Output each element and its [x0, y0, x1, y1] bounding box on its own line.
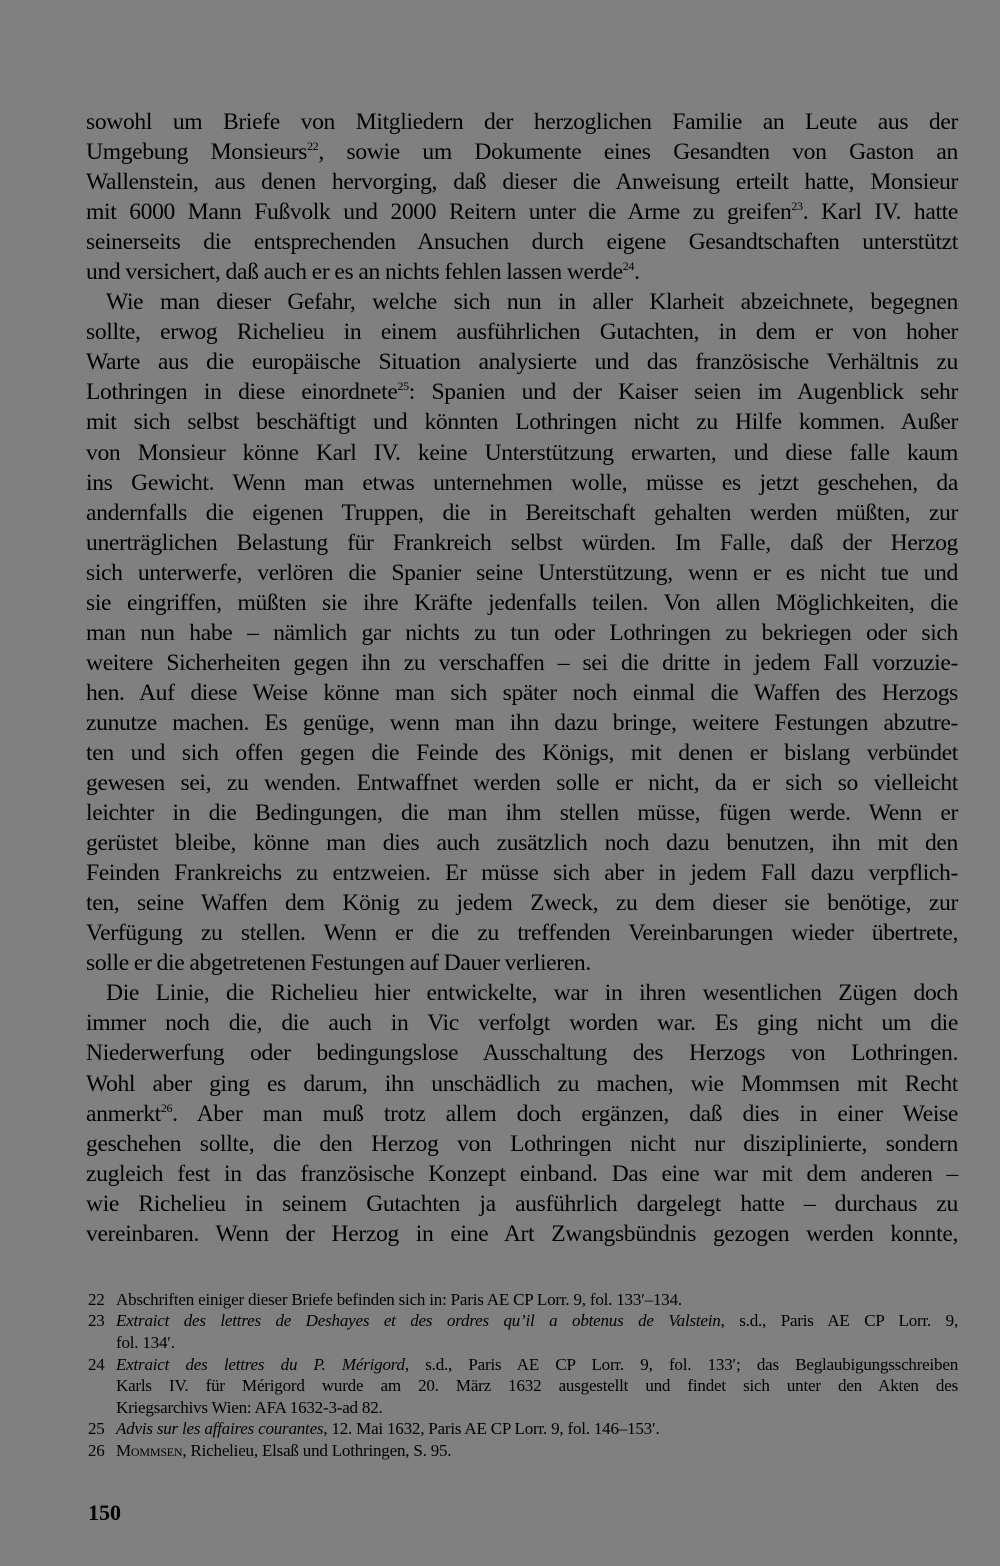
- text-line: Wallenstein, aus denen hervorging, daß dieser die Anweisung erteilt hatte, Monsieur: [86, 169, 958, 196]
- page-number: 150: [88, 1499, 121, 1525]
- text-line: sowohl um Briefe von Mitgliedern der herzoglichen Familie an Leute aus der: [86, 109, 958, 135]
- text-fragment: , sowie um Dokumente eines Gesandten von Gaston an: [318, 139, 959, 166]
- text-line: [86, 1099, 958, 1129]
- footnote-ref-22[interactable]: 22: [307, 139, 319, 154]
- text-line: immer noch die, die auch in Vic verfolgt worden war. Es ging nicht um die: [86, 1010, 958, 1037]
- text-line: ins Gewicht. Wenn man etwas unternehmen wolle, müsse es jetzt geschehen, da: [86, 469, 958, 496]
- footnote-title: Extraict des lettres du P. Mérigord: [116, 1354, 405, 1374]
- text-line: unerträglichen Belastung für Frankreich selbst würden. Im Falle, daß der Herzog: [86, 529, 958, 556]
- text-fragment: Lothringen in diese einordnete: [86, 379, 398, 406]
- text-line: [86, 197, 958, 227]
- main-text: [86, 107, 958, 1249]
- text-line: andernfalls die eigenen Truppen, die in Bereitschaft gehalten werden müßten, zur: [86, 499, 958, 526]
- footnote-number: 26: [88, 1440, 105, 1460]
- footnote-number: 25: [88, 1419, 105, 1439]
- text-line: seinerseits die entsprechenden Ansuchen durch eigene Gesandtschaften unterstützt: [86, 229, 958, 256]
- text-fragment: . Karl IV. hatte: [802, 199, 958, 226]
- footnote-text: , 12. Mai 1632, Paris AE CP Lorr. 9, fol. 146–153′.: [323, 1419, 660, 1439]
- text-fragment: anmerkt: [86, 1100, 161, 1127]
- text-line: Niederwerfung oder bedingungslose Ausschaltung des Herzogs von Lothringen.: [86, 1040, 958, 1067]
- text-fragment: Umgebung Monsieurs: [86, 139, 308, 166]
- footnote-number: 22: [88, 1289, 105, 1309]
- footnote-author: Mommsen: [116, 1440, 183, 1460]
- text-line: Verfügung zu stellen. Wenn er die zu treffenden Vereinbarungen wieder übertrete,: [86, 920, 958, 947]
- text-line: sich unterwerfe, verlören die Spanier seine Unterstützung, wenn er es nicht tue und: [86, 559, 958, 586]
- footnote-title: Advis sur les affaires courantes: [116, 1419, 324, 1439]
- text-line: solle er die abgetretenen Festungen auf Dauer verlieren.: [86, 950, 591, 977]
- footnote-23-continued: fol. 134′.: [116, 1332, 175, 1352]
- text-line: sie eingriffen, müßten sie ihre Kräfte jedenfalls teilen. Von allen Möglichkeiten, die: [86, 589, 958, 616]
- footnote-25: [88, 1418, 958, 1440]
- text-line: weitere Sicherheiten gegen ihn zu verschaffen – sei die dritte in jedem Fall vorzuzie-: [86, 649, 958, 676]
- text-line: ten und sich offen gegen die Feinde des Königs, mit denen er bislang verbündet: [86, 739, 958, 766]
- footnote-24-continued: Kriegsarchivs Wien: AFA 1632-3-ad 82.: [116, 1397, 383, 1417]
- footnote-title: Extraict des lettres de Deshayes et des ordres qu’il a obtenus de Valstein: [116, 1311, 721, 1331]
- footnote-ref-25[interactable]: 25: [397, 379, 409, 394]
- footnotes: [88, 1289, 958, 1462]
- footnote-text: , s.d., Paris AE CP Lorr. 9, fol. 133′; das Beglaubigungsschreiben: [404, 1354, 958, 1374]
- footnote-ref-26[interactable]: 26: [160, 1100, 173, 1115]
- text-line: gerüstet bleibe, könne man dies auch zusätzlich noch dazu benutzen, ihn mit den: [86, 830, 958, 857]
- text-fragment: . Aber man muß trotz allem doch ergänzen, daß dies in einer Weise: [172, 1100, 958, 1127]
- text-line: zugleich fest in das französische Konzept einband. Das eine war mit dem anderen –: [86, 1160, 958, 1187]
- footnote-ref-24[interactable]: 24: [622, 259, 635, 274]
- text-line: Die Linie, die Richelieu hier entwickelte, war in ihren wesentlichen Zügen doch: [106, 980, 958, 1007]
- text-line: man nun habe – nämlich gar nichts zu tun oder Lothringen zu bekriegen oder sich: [86, 619, 958, 646]
- text-line: vereinbaren. Wenn der Herzog in eine Art Zwangsbündnis gezogen werden konnte,: [86, 1220, 958, 1247]
- footnote-22: [88, 1289, 958, 1311]
- footnote-23: [88, 1310, 958, 1332]
- text-line: ten, seine Waffen dem König zu jedem Zweck, zu dem dieser sie benötige, zur: [86, 890, 958, 917]
- text-fragment: .: [634, 259, 640, 286]
- footnote-ref-23[interactable]: 23: [791, 199, 803, 214]
- text-line: geschehen sollte, die den Herzog von Lothringen nicht nur disziplinierte, sondern: [86, 1130, 958, 1157]
- text-fragment: : Spanien und der Kaiser seien im Augenblick sehr: [408, 379, 958, 406]
- text-line: zunutze machen. Es genüge, wenn man ihn dazu bringe, weitere Festungen abzutre-: [86, 709, 958, 736]
- text-line: Warte aus die europäische Situation analysierte und das französische Verhältnis zu: [86, 349, 958, 376]
- footnote-26: [88, 1440, 958, 1462]
- text-line: hen. Auf diese Weise könne man sich später noch einmal die Waffen des Herzogs: [86, 679, 958, 706]
- text-fragment: und versichert, daß auch er es an nichts fehlen lassen werde: [86, 259, 623, 286]
- text-line: mit sich selbst beschäftigt und könnten Lothringen nicht zu Hilfe kommen. Außer: [86, 409, 958, 436]
- text-line: [86, 377, 958, 407]
- text-line: [86, 137, 958, 167]
- text-fragment: mit 6000 Mann Fußvolk und 2000 Reitern unter die Arme zu greifen: [86, 199, 792, 226]
- text-line: von Monsieur könne Karl IV. keine Unterstützung erwarten, und diese falle kaum: [86, 439, 958, 466]
- text-line: Wohl aber ging es darum, ihn unschädlich zu machen, wie Mommsen mit Recht: [86, 1070, 958, 1097]
- footnote-text: , Richelieu, Elsaß und Lothringen, S. 95.: [182, 1440, 452, 1460]
- footnote-24-continued: Karls IV. für Mérigord wurde am 20. März 1632 ausgestellt und findet sich unter den Akten des: [116, 1376, 958, 1396]
- footnote-text: , s.d., Paris AE CP Lorr. 9,: [720, 1311, 959, 1331]
- footnote-text: Abschriften einiger dieser Briefe befinden sich in: Paris AE CP Lorr. 9, fol. 133′–134.: [116, 1289, 682, 1309]
- text-line: [86, 257, 958, 287]
- text-line: wie Richelieu in seinem Gutachten ja ausführlich dargelegt hatte – durchaus zu: [86, 1190, 958, 1217]
- text-line: Feinden Frankreichs zu entzweien. Er müsse sich aber in jedem Fall dazu verpflich-: [86, 860, 958, 887]
- text-line: Wie man dieser Gefahr, welche sich nun in aller Klarheit abzeichnete, begegnen: [106, 289, 958, 316]
- footnote-number: 24: [88, 1354, 105, 1374]
- footnote-number: 23: [88, 1311, 105, 1331]
- footnote-24: [88, 1354, 958, 1376]
- text-line: gewesen sei, zu wenden. Entwaffnet werden solle er nicht, da er sich so vielleicht: [86, 770, 958, 797]
- text-line: sollte, erwog Richelieu in einem ausführlichen Gutachten, in dem er von hoher: [86, 319, 958, 346]
- text-line: leichter in die Bedingungen, die man ihm stellen müsse, fügen werde. Wenn er: [86, 800, 958, 827]
